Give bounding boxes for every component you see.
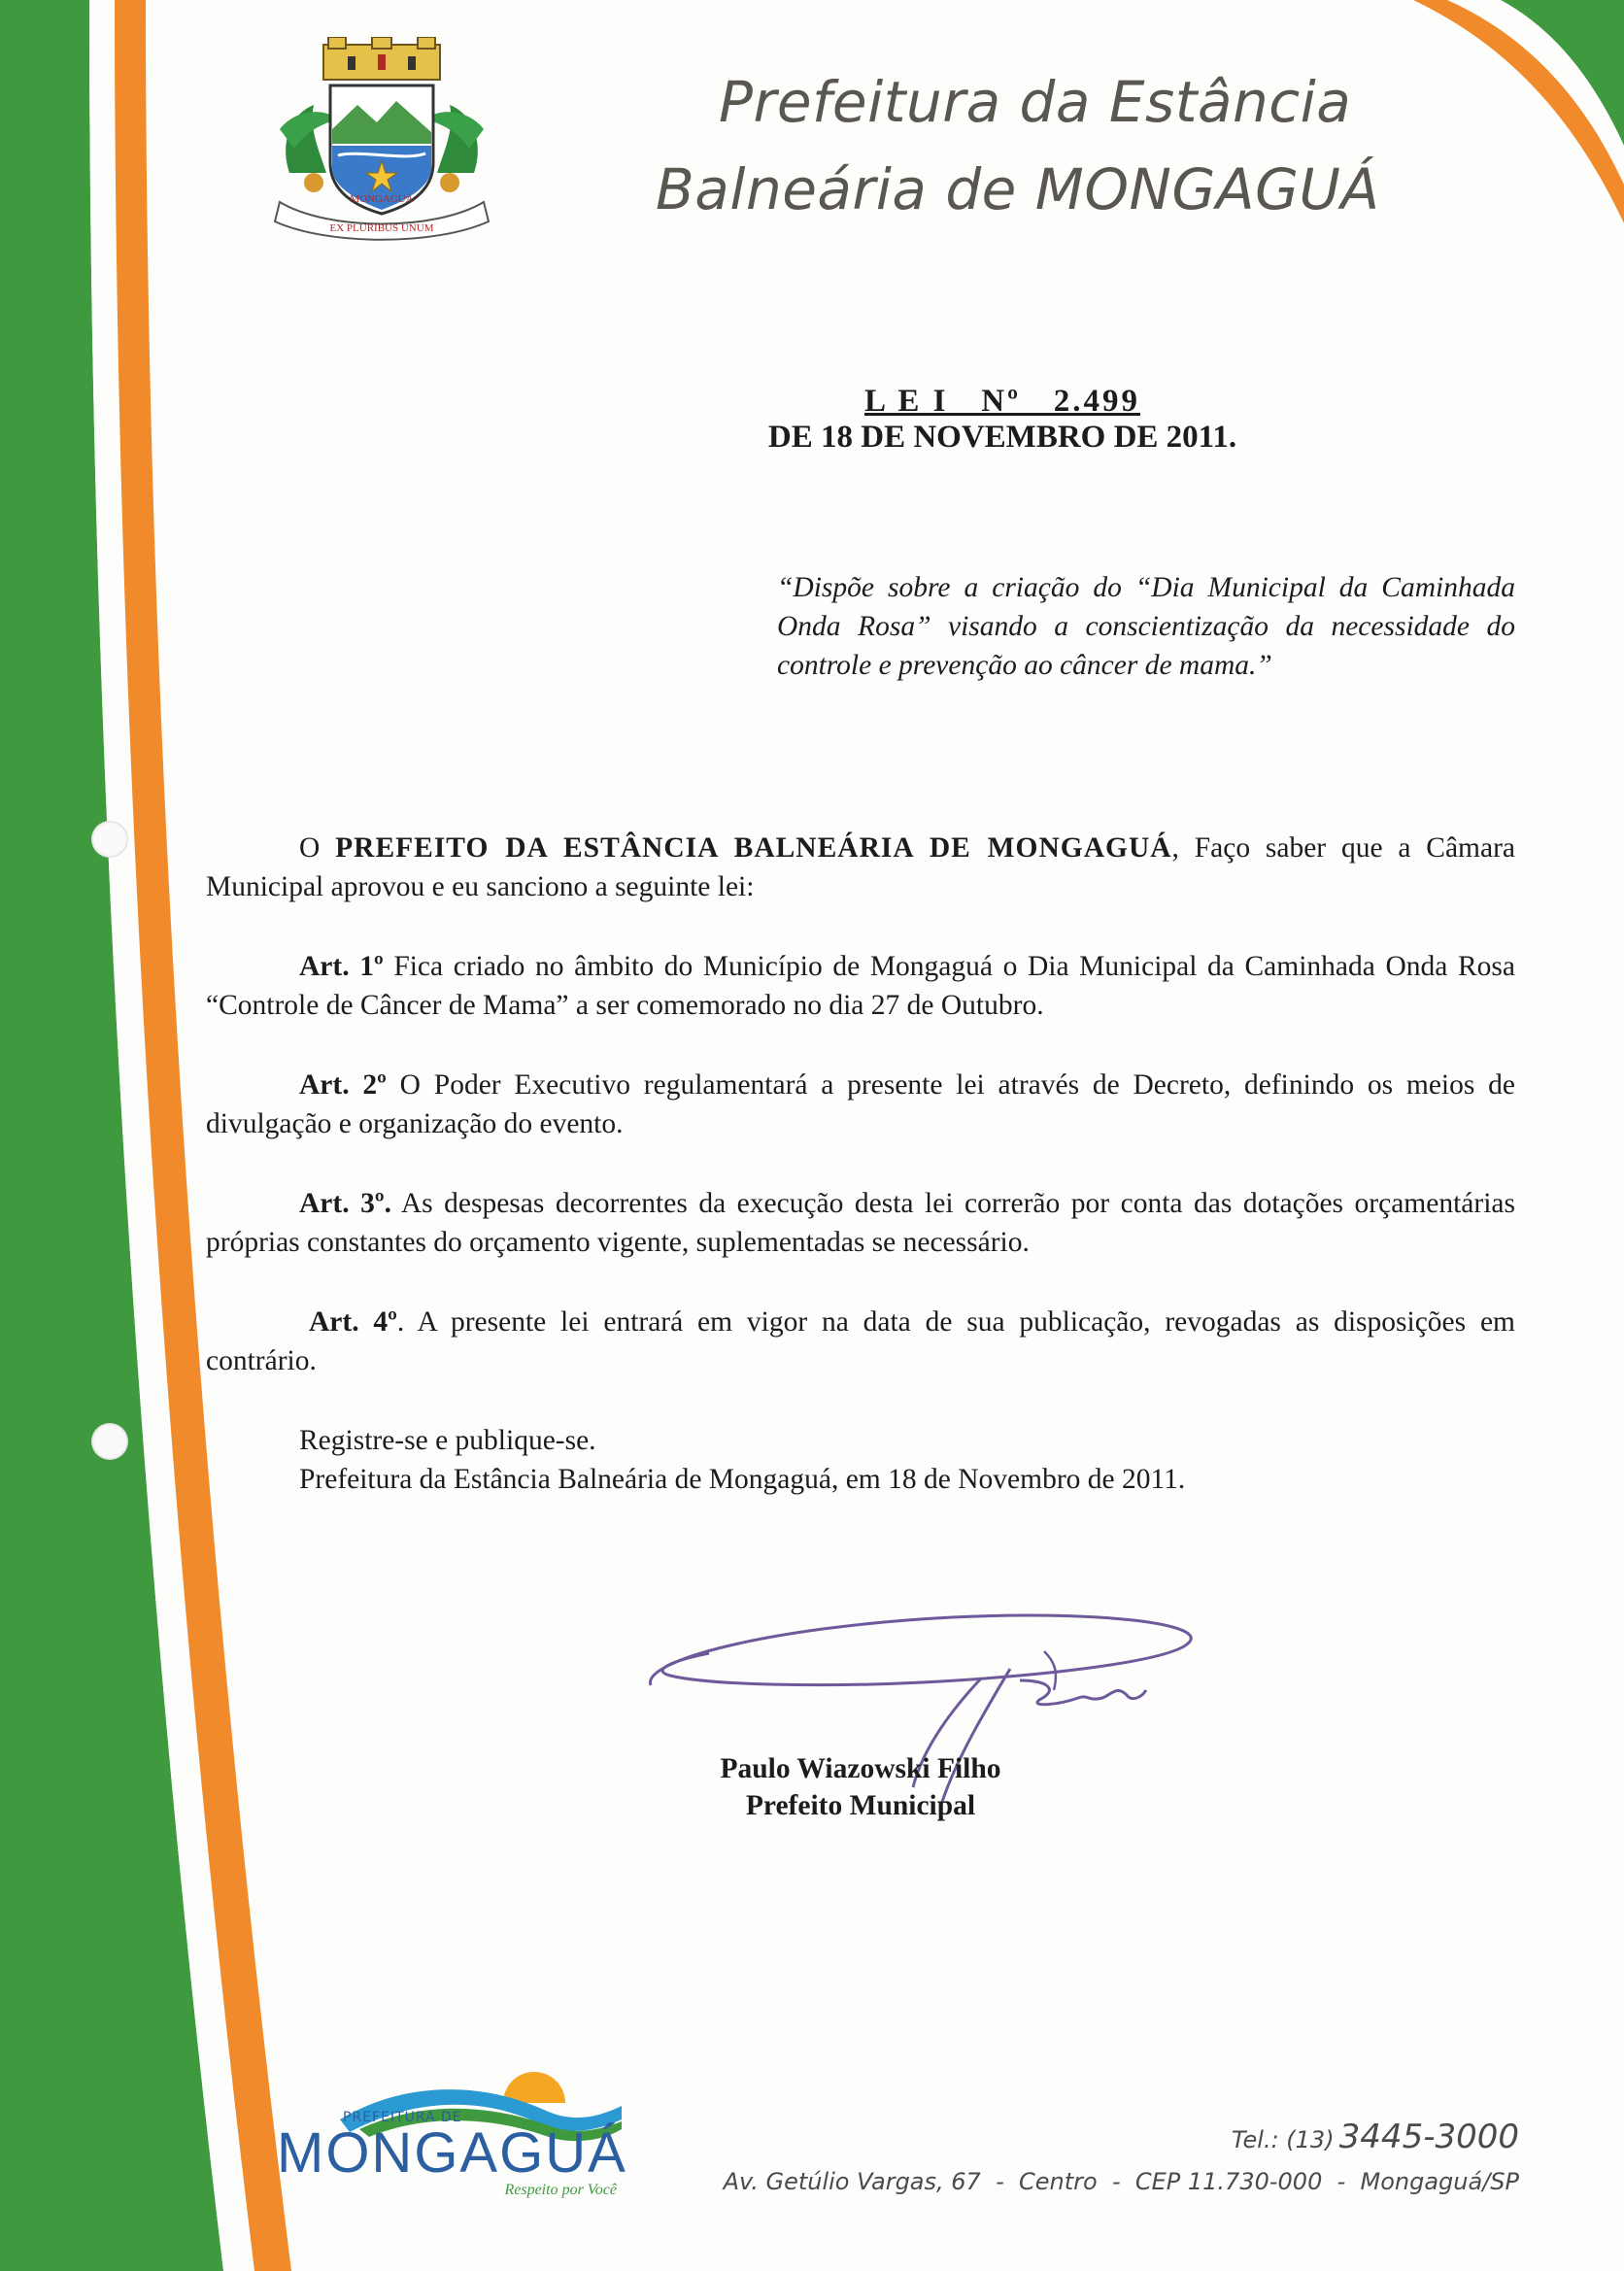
article-2-text: O Poder Executivo regulamentará a presente lei através de Decreto, definindo os meios de divulgação e organização do evento. bbox=[206, 1069, 1515, 1139]
footer-logo bbox=[277, 2110, 626, 2199]
header-title-line2: Balneária de MONGAGUÁ bbox=[656, 156, 1380, 222]
signature-block bbox=[686, 1750, 1035, 1824]
preamble-pre: O bbox=[299, 832, 336, 864]
article-4-text: . A presente lei entrará em vigor na data de sua publicação, revogadas as disposições em contrário. bbox=[206, 1306, 1515, 1376]
law-number: L E I Nº 2.499 bbox=[863, 384, 1141, 419]
coat-of-arms-ribbon-top: MONGAGUÁ bbox=[350, 193, 414, 205]
punch-hole bbox=[91, 1423, 128, 1460]
footer-phone-prefix: Tel.: (13) bbox=[1231, 2126, 1335, 2153]
preamble-mayor: PREFEITO DA ESTÂNCIA BALNEÁRIA DE MONGAGUÁ bbox=[335, 832, 1172, 864]
footer-logo-top: PREFEITURA DE bbox=[343, 2110, 462, 2125]
coat-of-arms-ribbon-bottom: EX PLURIBUS UNUM bbox=[329, 222, 434, 234]
article-2 bbox=[206, 1066, 1515, 1143]
header-title-line1: Prefeitura da Estância bbox=[719, 69, 1352, 135]
header-title bbox=[656, 58, 1530, 233]
closing-line1: Registre-se e publique-se. bbox=[299, 1425, 596, 1456]
signatory-role: Prefeito Municipal bbox=[745, 1790, 976, 1821]
article-1-text: Fica criado no âmbito do Município de Mongaguá o Dia Municipal da Caminhada Onda Rosa “Controle de Câncer de Mama” a ser comemorado no dia 27 de Outubro. bbox=[206, 951, 1515, 1021]
article-1 bbox=[206, 947, 1515, 1025]
law-date: DE 18 DE NOVEMBRO DE 2011. bbox=[767, 420, 1237, 455]
article-1-label: Art. 1º bbox=[299, 951, 384, 982]
preamble-post: , Faço saber que a Câmara Municipal aprovou e eu sanciono a seguinte lei: bbox=[206, 832, 1515, 902]
footer-address: Av. Getúlio Vargas, 67 - Centro - CEP 11.730-000 - Mongaguá/SP bbox=[723, 2168, 1519, 2195]
coat-of-arms-emblem bbox=[270, 37, 493, 241]
punch-hole bbox=[91, 821, 128, 858]
closing-line2: Prefeitura da Estância Balneária de Mongaguá, em 18 de Novembro de 2011. bbox=[299, 1464, 1186, 1495]
article-2-label: Art. 2º bbox=[299, 1069, 387, 1101]
footer-logo-tagline: Respeito por Você bbox=[504, 2182, 617, 2198]
signatory-name: Paulo Wiazowski Filho bbox=[720, 1753, 1001, 1784]
law-summary: “Dispõe sobre a criação do “Dia Municipal da Caminhada Onda Rosa” visando a conscientização da necessidade do controle e prevenção ao câncer de mama.” bbox=[777, 572, 1515, 681]
article-3-text: As despesas decorrentes da execução desta lei correrão por conta das dotações orçamentárias próprias constantes do orçamento vigente, suplementadas se necessário. bbox=[206, 1188, 1515, 1258]
footer-phone-number: 3445-3000 bbox=[1338, 2118, 1519, 2156]
article-3 bbox=[206, 1184, 1515, 1262]
footer-phone bbox=[1232, 2118, 1519, 2156]
law-heading bbox=[711, 384, 1294, 456]
closing bbox=[206, 1421, 1515, 1499]
article-4 bbox=[206, 1303, 1515, 1380]
preamble bbox=[206, 829, 1515, 906]
article-3-label: Art. 3º. bbox=[299, 1188, 391, 1219]
article-4-label: Art. 4º bbox=[309, 1306, 397, 1338]
footer-logo-main: MONGAGUÁ bbox=[277, 2121, 627, 2185]
law-body bbox=[206, 829, 1515, 1499]
